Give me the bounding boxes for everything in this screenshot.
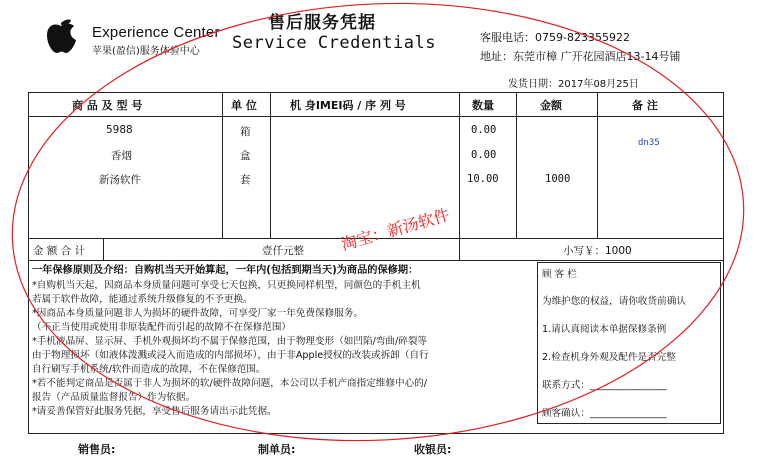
- warranty-line: *若不能判定商品是否属于非人为损坏的软/硬件故障问题，本公司以手机产商指定维修中心的/: [32, 378, 428, 389]
- warranty-line: 报告（产品质量监督报告）作为依据。: [32, 392, 196, 403]
- customer-confirm-field: 顾客确认：________________: [542, 408, 667, 419]
- warranty-line: *因商品本身质量问题非人为损坏的硬件故障，可享受厂家一年免费保修服务。: [32, 308, 363, 319]
- brand-name-cn: 苹果(盈信)服务体验中心: [92, 46, 200, 57]
- customer-note: 为维护您的权益，请你收货前确认: [542, 296, 686, 307]
- row-1-unit: 箱: [240, 126, 251, 138]
- row-1-product: 5988: [106, 124, 133, 136]
- seller-signature: 销售员:: [78, 443, 116, 456]
- cashier-signature: 收银员:: [414, 443, 452, 456]
- page-title-cn: 售后服务凭据: [268, 13, 376, 33]
- brand-name-en: Experience Center: [92, 24, 220, 41]
- row-3-qty: 10.00: [467, 173, 499, 185]
- total-amount-small: 小写￥：1000: [563, 245, 632, 257]
- customer-box-title: 顾 客 栏: [542, 269, 577, 280]
- service-phone: 客服电话：0759-823355922: [480, 31, 630, 44]
- customer-check-2: 2.检查机身外观及配件是否完整: [542, 352, 676, 363]
- warranty-line: 若属于软件故障，能通过系统升级修复的不予更换。: [32, 294, 253, 305]
- maker-signature: 制单员:: [258, 443, 296, 456]
- ship-date: 发货日期：2017年08月25日: [508, 79, 639, 90]
- col-header-qty: 数量: [472, 99, 494, 112]
- row-3-product: 新汤软件: [99, 174, 141, 186]
- col-header-unit: 单 位: [231, 99, 257, 112]
- row-3-amount: 1000: [545, 173, 571, 185]
- row-1-note: dn35: [638, 138, 660, 148]
- customer-check-1: 1.请认真阅读本单据保修条例: [542, 324, 667, 335]
- col-header-imei: 机 身IMEI码 / 序 列 号: [290, 99, 406, 112]
- total-amount-cn: 壹仟元整: [262, 245, 304, 257]
- col-header-product: 商 品 及 型 号: [72, 99, 143, 112]
- col-header-note: 备 注: [632, 99, 658, 112]
- col-header-amount: 金额: [540, 99, 562, 112]
- store-address: 地址：东莞市樟 广开花园酒店13-14号铺: [480, 50, 681, 63]
- warranty-line: 由于物理损坏（如液体泼溅或浸入而造成的内部损坏），由于非Apple授权的改装或拆卸（自行: [32, 350, 429, 361]
- row-3-unit: 套: [240, 174, 251, 186]
- row-1-qty: 0.00: [471, 124, 497, 136]
- warranty-line: *手机液晶屏、显示屏、手机外观损坏均不属于保修范围，由于物理变形（如凹陷/弯曲/碎裂等: [32, 336, 428, 347]
- customer-contact-field: 联系方式：________________: [542, 380, 667, 391]
- page-title-en: Service Credentials: [232, 33, 436, 53]
- warranty-line: （不正当使用或使用非原装配件而引起的故障不在保修范围）: [32, 322, 292, 333]
- warranty-line: *自购机当天起，因商品本身质量问题可享受七天包换，只更换同样机型，同颜色的手机主机: [32, 280, 421, 291]
- row-2-qty: 0.00: [471, 149, 497, 161]
- row-2-product: 香烟: [111, 150, 132, 162]
- warranty-title: 一年保修原则及介绍：自购机当天开始算起，一年内(包括到期当天)为商品的保修期：: [32, 265, 419, 276]
- warranty-line: *请妥善保管好此服务凭据，享受售后服务请出示此凭据。: [32, 406, 277, 417]
- warranty-line: 自行刷写手机系统/软件而造成的故障，不在保修范围。: [32, 364, 266, 375]
- watermark-text: 淘宝：新汤软件: [338, 205, 452, 255]
- total-label: 金 额 合 计: [33, 245, 86, 257]
- row-2-unit: 盒: [240, 150, 251, 162]
